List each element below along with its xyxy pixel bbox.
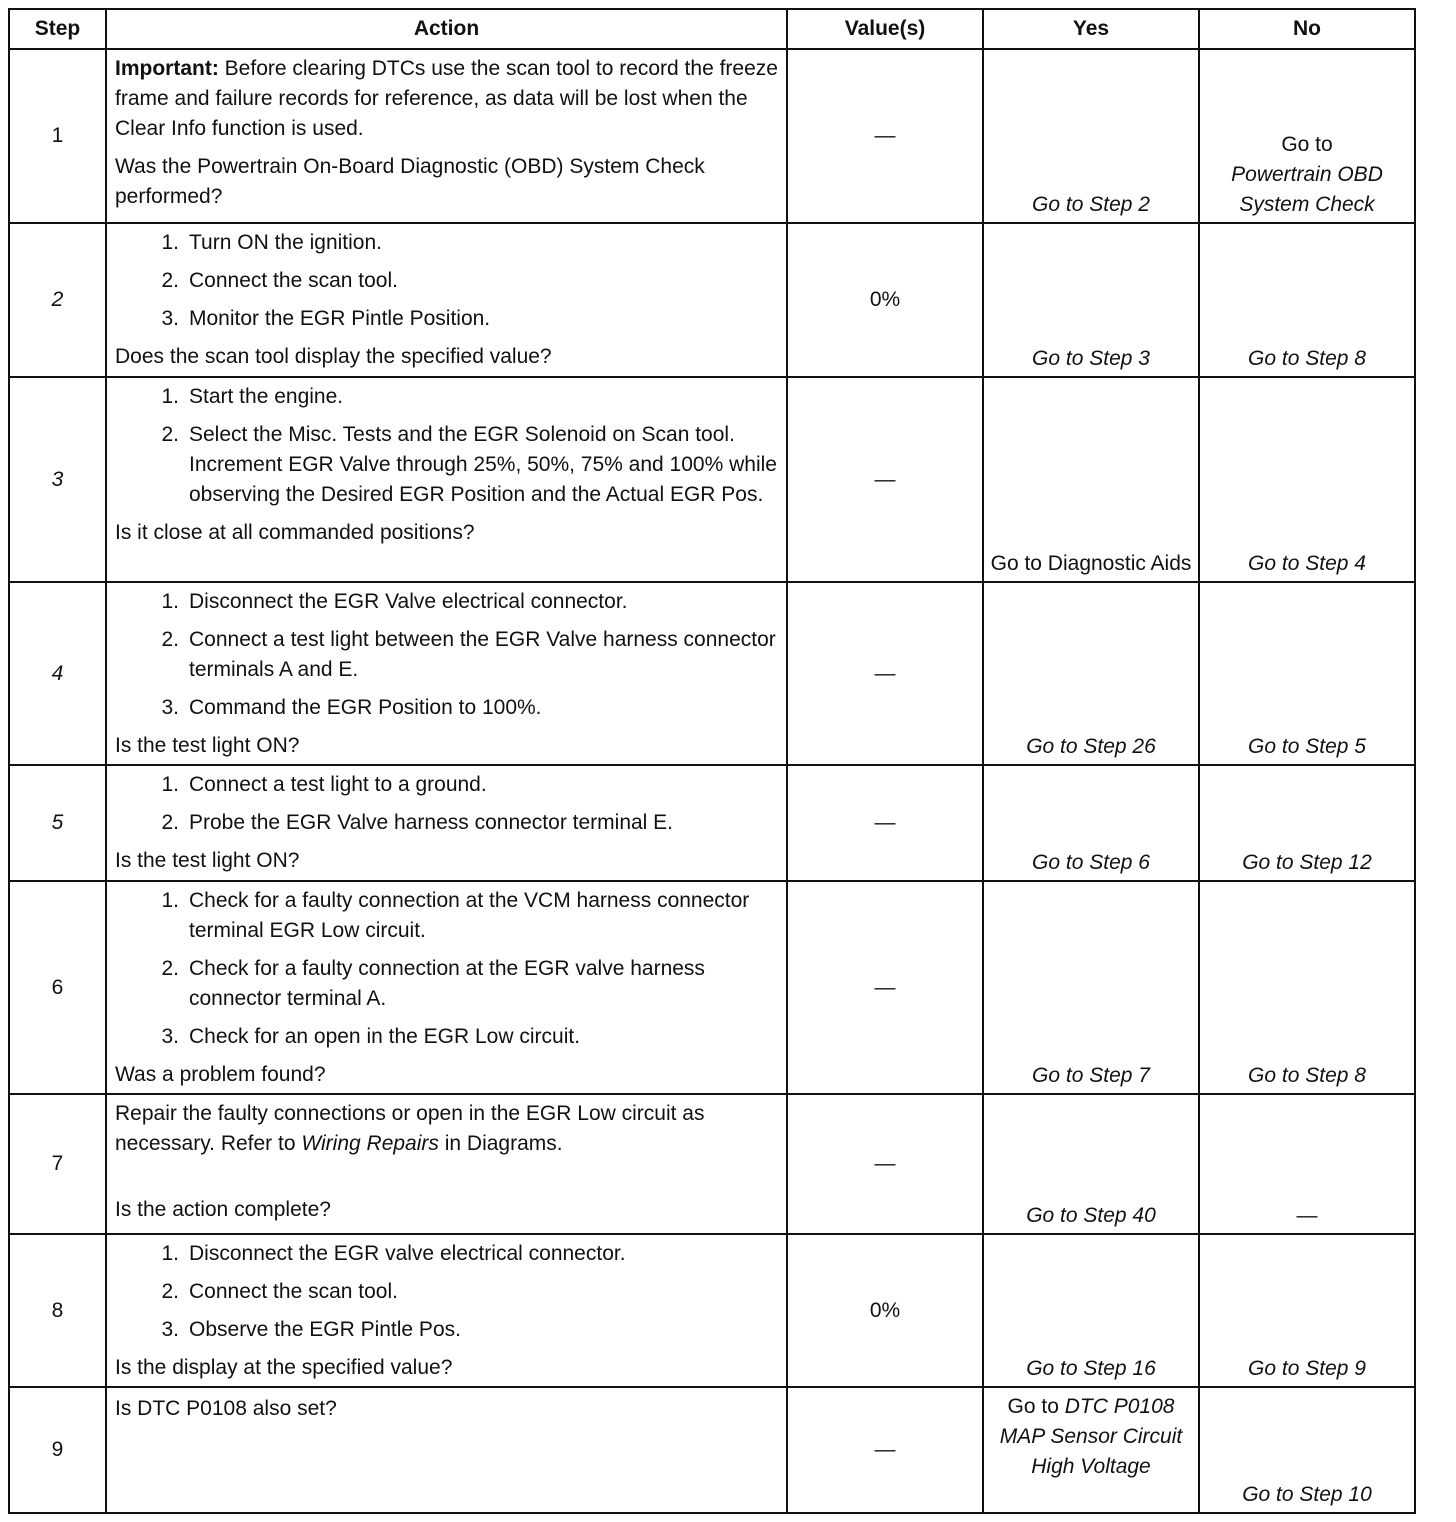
- list-item: 3. Command the EGR Position to 100%.: [161, 696, 542, 719]
- step-number: 8: [9, 1234, 106, 1387]
- header-step: Step: [9, 9, 106, 49]
- step-number: 4: [9, 582, 106, 765]
- yes-link[interactable]: Go to Step 40: [983, 1094, 1199, 1234]
- step-number: 6: [9, 881, 106, 1094]
- action-list: [115, 228, 780, 334]
- yes-prefix: Go to: [1007, 1395, 1059, 1418]
- yes-cell[interactable]: [983, 1387, 1199, 1513]
- action-list: [115, 770, 780, 838]
- action-cell: [106, 582, 787, 765]
- action-cell: [106, 765, 787, 881]
- no-link[interactable]: Go to Step 9: [1199, 1234, 1415, 1387]
- list-item: 1. Disconnect the EGR Valve electrical connector.: [161, 590, 628, 613]
- list-item: 2. Connect a test light between the EGR Valve harness connector terminals A and E.: [161, 628, 776, 681]
- list-item: 2. Probe the EGR Valve harness connector terminal E.: [161, 811, 674, 834]
- header-action: Action: [106, 9, 787, 49]
- table-row: [9, 765, 1415, 881]
- list-item: 3. Check for an open in the EGR Low circuit.: [161, 1025, 581, 1048]
- action-question: Is the action complete?: [115, 1198, 331, 1221]
- action-question: Is it close at all commanded positions?: [115, 521, 475, 544]
- step-number: 1: [9, 49, 106, 223]
- yes-link[interactable]: DTC P0108 MAP Sensor Circuit High Voltage: [999, 1395, 1183, 1478]
- list-item: 1. Connect a test light to a ground.: [161, 773, 487, 796]
- no-link[interactable]: Go to Step 12: [1199, 765, 1415, 881]
- value-cell: —: [787, 377, 983, 582]
- list-item: 1. Disconnect the EGR valve electrical connector.: [161, 1242, 626, 1265]
- value-cell: —: [787, 1387, 983, 1513]
- table-row: [9, 223, 1415, 377]
- table-row: [9, 1234, 1415, 1387]
- list-item: 2. Connect the scan tool.: [161, 1280, 398, 1303]
- action-question: Does the scan tool display the specified value?: [115, 345, 552, 368]
- step-number: 9: [9, 1387, 106, 1513]
- value-cell: 0%: [787, 223, 983, 377]
- no-cell[interactable]: [1199, 49, 1415, 223]
- no-link[interactable]: Go to Step 8: [1199, 881, 1415, 1094]
- action-question: Is the test light ON?: [115, 734, 300, 757]
- wiring-repairs-link[interactable]: Wiring Repairs: [301, 1132, 439, 1155]
- header-values: Value(s): [787, 9, 983, 49]
- no-link[interactable]: Go to Step 10: [1199, 1387, 1415, 1513]
- no-prefix: Go to: [1281, 133, 1333, 156]
- yes-link[interactable]: Go to Step 3: [983, 223, 1199, 377]
- list-item: 1. Turn ON the ignition.: [161, 231, 382, 254]
- action-cell: [106, 377, 787, 582]
- no-link[interactable]: Go to Step 8: [1199, 223, 1415, 377]
- table-row: [9, 582, 1415, 765]
- value-cell: —: [787, 881, 983, 1094]
- list-item: 2. Connect the scan tool.: [161, 269, 398, 292]
- action-question: Is the test light ON?: [115, 849, 300, 872]
- action-cell: [106, 49, 787, 223]
- important-note: [115, 54, 780, 144]
- action-list: [115, 886, 780, 1052]
- value-cell: —: [787, 582, 983, 765]
- yes-link[interactable]: Go to Step 6: [983, 765, 1199, 881]
- diagnostic-table: [8, 8, 1416, 1514]
- table-row: [9, 1094, 1415, 1234]
- list-item: 2. Select the Misc. Tests and the EGR Solenoid on Scan tool. Increment EGR Valve through 25%, 50%, 75% and 100% while observing the Desired EGR Position and the Actual EGR Pos.: [161, 423, 777, 506]
- list-item: 1. Start the engine.: [161, 385, 344, 408]
- action-list: [115, 587, 780, 723]
- step-number: 2: [9, 223, 106, 377]
- important-text: Before clearing DTCs use the scan tool to record the freeze frame and failure records for reference, as data will be lost when the Clear Info function is used.: [115, 57, 778, 140]
- action-cell: [106, 881, 787, 1094]
- value-cell: —: [787, 1094, 983, 1234]
- action-cell: [106, 223, 787, 377]
- yes-link[interactable]: Go to Diagnostic Aids: [983, 377, 1199, 582]
- table-row: [9, 881, 1415, 1094]
- no-cell: —: [1199, 1094, 1415, 1234]
- list-item: 2. Check for a faulty connection at the EGR valve harness connector terminal A.: [161, 957, 705, 1010]
- action-cell: [106, 1094, 787, 1234]
- list-item: 3. Monitor the EGR Pintle Position.: [161, 307, 491, 330]
- action-question: Is DTC P0108 also set?: [115, 1397, 337, 1420]
- step-number: 5: [9, 765, 106, 881]
- yes-link[interactable]: Go to Step 2: [983, 49, 1199, 223]
- action-list: [115, 382, 780, 510]
- table-row: [9, 1387, 1415, 1513]
- yes-link[interactable]: Go to Step 26: [983, 582, 1199, 765]
- important-label: Important:: [115, 57, 219, 80]
- repair-text: Repair the faulty connections or open in the EGR Low circuit as necessary. Refer to Wiring Repairs in Diagrams.: [115, 1102, 705, 1155]
- value-text: —: [874, 124, 896, 147]
- value-cell: [787, 49, 983, 223]
- action-list: [115, 1239, 780, 1345]
- action-cell: [106, 1387, 787, 1513]
- action-question: Is the display at the specified value?: [115, 1356, 453, 1379]
- list-item: 1. Check for a faulty connection at the VCM harness connector terminal EGR Low circuit.: [161, 889, 750, 942]
- value-cell: —: [787, 765, 983, 881]
- header-yes: Yes: [983, 9, 1199, 49]
- header-row: [9, 9, 1415, 49]
- table-row: [9, 377, 1415, 582]
- no-link[interactable]: Go to Step 5: [1199, 582, 1415, 765]
- yes-link[interactable]: Go to Step 16: [983, 1234, 1199, 1387]
- step-number: 7: [9, 1094, 106, 1234]
- action-question: Was a problem found?: [115, 1063, 326, 1086]
- yes-link[interactable]: Go to Step 7: [983, 881, 1199, 1094]
- table-row: [9, 49, 1415, 223]
- no-link[interactable]: Powertrain OBD System Check: [1231, 163, 1383, 216]
- value-cell: 0%: [787, 1234, 983, 1387]
- action-question: Was the Powertrain On-Board Diagnostic (OBD) System Check performed?: [115, 155, 705, 208]
- list-item: 3. Observe the EGR Pintle Pos.: [161, 1318, 461, 1341]
- no-link[interactable]: Go to Step 4: [1199, 377, 1415, 582]
- header-no: No: [1199, 9, 1415, 49]
- action-cell: [106, 1234, 787, 1387]
- step-number: 3: [9, 377, 106, 582]
